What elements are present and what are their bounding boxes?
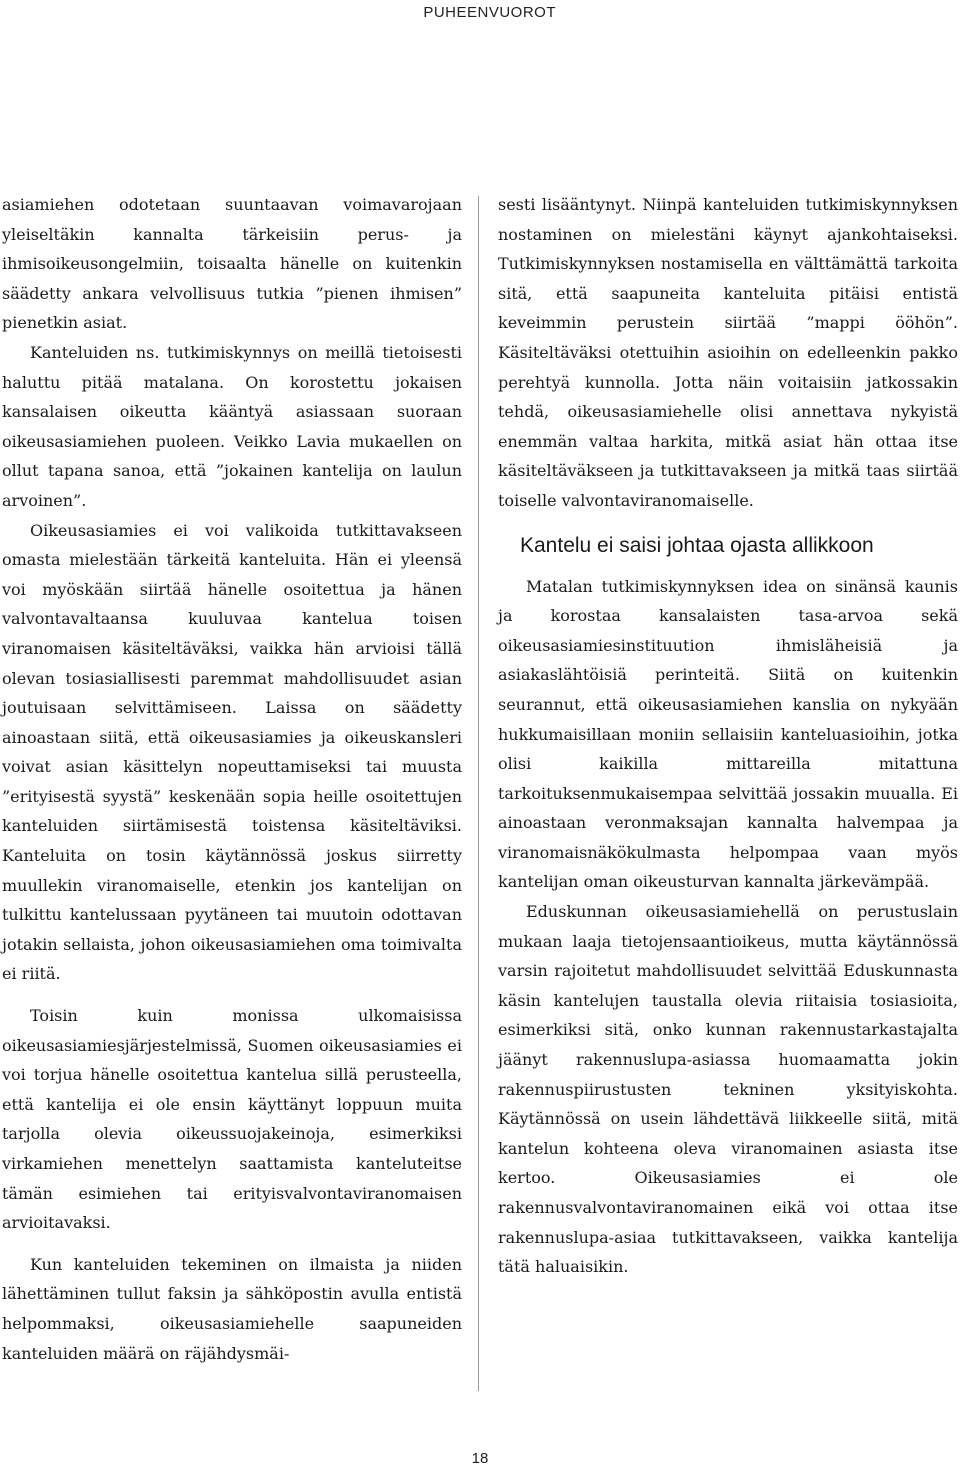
running-header: PUHEENVUOROT	[423, 4, 556, 21]
paragraph: Oikeusasiamies ei voi valikoida tutkittavakseen omasta mielestään tärkeitä kanteluita. Hän ei yleensä voi myöskään siirtää hänelle osoitettua ja hänen valvontavaltaansa kuuluvaa kantelua toisen viranomaisen käsiteltäväksi, vaikka hän arvioisi tällä olevan tosiasiallisesti paremmat mahdollisuudet asian joutuisaan selvittämiseen. Laissa on säädetty ainoastaan siitä, että oikeusasiamies ja oikeuskansleri voivat asian käsittelyn nopeuttamiseksi tai muusta ”erityisestä syystä” keskenään sopia heille osoitettujen kanteluiden siirtämisestä toistensa käsiteltäviksi. Kanteluita on tosin käytännössä joskus siirretty muullekin viranomaiselle, etenkin jos kantelijan on tulkittu kantelussaan pyytäneen tai muutoin odottavan jotakin sellaista, johon oikeusasiamiehen oma toimivalta ei riitä.	[2, 520, 462, 984]
right-column	[498, 190, 958, 1282]
paragraph: sesti lisääntynyt. Niinpä kanteluiden tutkimiskynnyksen nostaminen on mielestäni käynyt ajankohtaiseksi. Tutkimiskynnyksen nostamisella en välttämättä tarkoita sitä, että saapuneita kanteluita pitäisi entistä keveimmin perustein siirtää ”mappi ööhön”. Käsiteltäväksi otettuihin asioihin on edelleenkin pakko perehtyä kunnolla. Jotta näin voitaisiin jatkossakin tehdä, oikeusasiamiehelle olisi annettava nykyistä enemmän valtaa harkita, mitkä asiat hän ottaa itse käsiteltäväkseen ja tutkittavakseen ja mitkä taas siirtää toiselle valvontaviranomaiselle.	[498, 195, 958, 510]
section-subheading: Kantelu ei saisi johtaa ojasta allikkoon	[520, 533, 874, 557]
left-column	[2, 190, 462, 1368]
paragraph: Eduskunnan oikeusasiamiehellä on perustuslain mukaan laaja tietojensaantioikeus, mutta käytännössä varsin rajoitetut mahdollisuudet selvittää Eduskunnasta käsin kantelujen taustalla olevia riitaisia tosiasioita, esimerkiksi sitä, onko kunnan rakennustarkastajalta jäänyt rakennuslupa-asiassa huomaamatta jokin rakennuspiirustusten tekninen yksityiskohta. Käytännössä on usein lähdettävä liikkeelle siitä, mitä kantelun kohteena oleva viranomainen asiasta itse kertoo. Oikeusasiamies ei ole rakennusvalvontaviranomainen eikä voi ottaa itse rakennuslupa-asiaa tutkittavakseen, vaikka kantelija tätä haluaisikin.	[498, 902, 958, 1277]
column-divider	[478, 196, 479, 1391]
paragraph: Toisin kuin monissa ulkomaisissa oikeusasiamiesjärjestelmissä, Suomen oikeusasiamies ei voi torjua hänelle osoitettua kantelua sillä perusteella, että kantelija ei ole ensin käyttänyt loppuun muita tarjolla olevia oikeussuojakeinoja, esimerkiksi virkamiehen menettelyn saattamista kanteluteitse tämän esimiehen tai erityisvalvontaviranomaisen arvioitavaksi.	[2, 1006, 462, 1233]
paragraph: Kun kanteluiden tekeminen on ilmaista ja niiden lähettäminen tullut faksin ja sähköpostin avulla entistä helpommaksi, oikeusasiamiehelle saapuneiden kanteluiden määrä on räjähdysmäi-	[2, 1254, 462, 1363]
paragraph: asiamiehen odotetaan suuntaavan voimavarojaan yleiseltäkin kannalta tärkeisiin perus- ja ihmisoikeusongelmiin, toisaalta hänelle on kuitenkin säädetty ankara velvollisuus tutkia ”pienen ihmisen” pienetkin asiat.	[2, 195, 462, 333]
paragraph: Kanteluiden ns. tutkimiskynnys on meillä tietoisesti haluttu pitää matalana. On korostettu jokaisen kansalaisen oikeutta kääntyä asiassaan suoraan oikeusasiamiehen puoleen. Veikko Lavia mukaellen on ollut tapana sanoa, että ”jokainen kantelija on laulun arvoinen”.	[2, 342, 462, 510]
page-number: 18	[471, 1450, 489, 1467]
paragraph: Matalan tutkimiskynnyksen idea on sinänsä kaunis ja korostaa kansalaisten tasa-arvoa sekä oikeusasiamiesinstituution ihmisläheisiä ja asiakaslähtöisiä perinteitä. Siitä on kuitenkin seurannut, että oikeusasiamiehen kanslia on nykyään hukkumaisillaan moniin sellaisiin kanteluasioihin, jotka olisi kaikilla mittareilla mitattuna tarkoituksenmukaisempaa selvittää jossakin muualla. Ei ainoastaan veronmaksajan kannalta halvempaa ja viranomaisnäkökulmasta helpompaa vaan myös kantelijan oman oikeusturvan kannalta järkevämpää.	[498, 576, 958, 892]
